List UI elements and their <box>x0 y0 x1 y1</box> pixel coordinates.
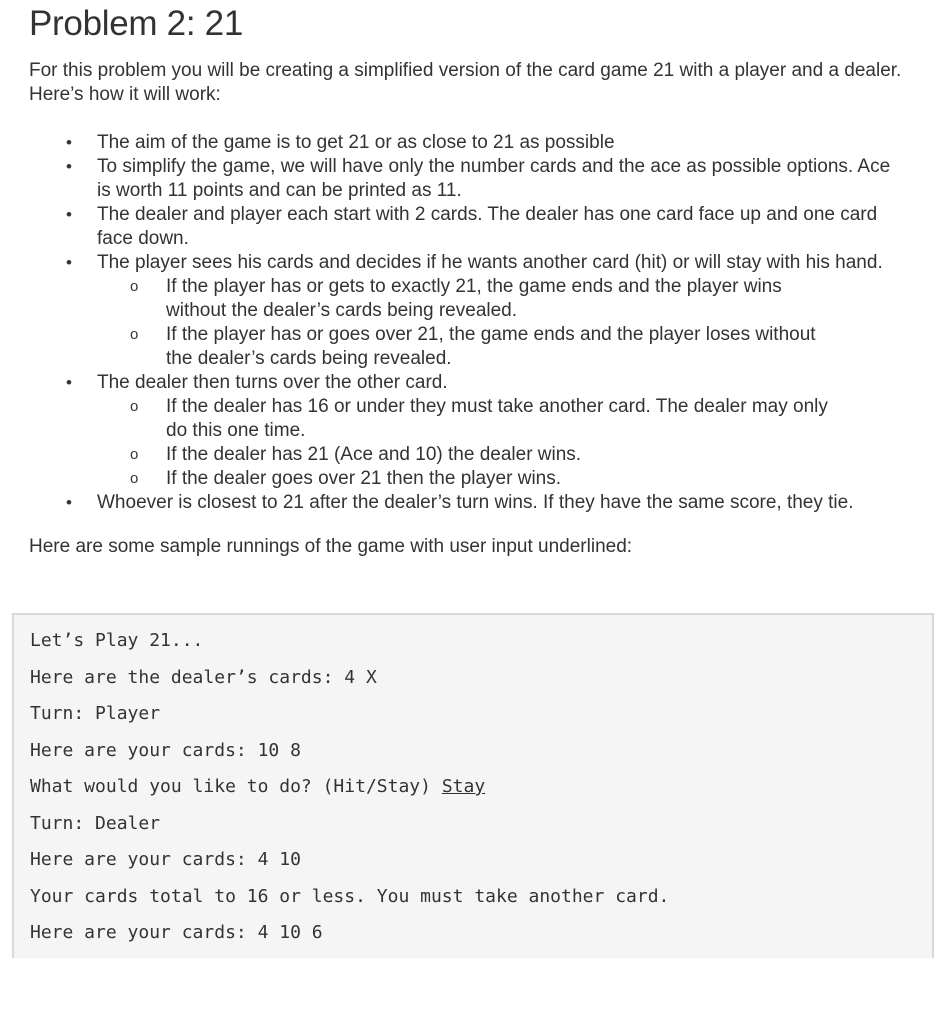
console-text: Here are your cards: 4 10 <box>30 849 301 870</box>
console-line <box>30 883 932 920</box>
sub-rule-text: If the player has or goes over 21, the game ends and the player loses without the dealer’s cards being revealed. <box>166 324 816 369</box>
console-line <box>30 810 932 847</box>
circle-bullet-icon: o <box>130 446 139 463</box>
bullet-icon: • <box>66 253 72 272</box>
sub-rules-list <box>97 275 909 371</box>
sub-rule-text: If the player has or gets to exactly 21, the game ends and the player wins without the dealer’s cards being revealed. <box>166 276 782 321</box>
rule-item <box>29 371 909 491</box>
rule-text: Whoever is closest to 21 after the dealer’s turn wins. If they have the same score, they tie. <box>97 492 854 513</box>
sub-rule-item <box>97 443 836 467</box>
console-text: Your cards total to 16 or less. You must take another card. <box>30 885 670 907</box>
console-line <box>30 773 932 810</box>
console-text: Turn: Dealer <box>30 812 161 834</box>
console-line <box>30 664 932 701</box>
sub-rule-text: If the dealer goes over 21 then the player wins. <box>166 468 562 489</box>
user-input-text: Stay <box>441 776 486 797</box>
bullet-icon: • <box>66 205 72 224</box>
circle-bullet-icon: o <box>130 398 139 415</box>
console-text: Let’s Play 21... <box>30 630 204 651</box>
rule-text: The player sees his cards and decides if he wants another card (hit) or will stay with his hand. <box>97 252 883 273</box>
sub-rule-item <box>97 395 836 443</box>
bullet-icon: • <box>66 493 72 512</box>
document-page <box>29 0 929 559</box>
sub-rule-text: If the dealer has 21 (Ace and 10) the dealer wins. <box>166 444 582 465</box>
console-text: What would you like to do? (Hit/Stay) <box>30 776 442 797</box>
bullet-icon: • <box>66 133 72 152</box>
console-line <box>30 846 932 883</box>
rule-text: The dealer and player each start with 2 cards. The dealer has one card face up and one card face down. <box>97 204 878 249</box>
console-text: Here are your cards: 10 8 <box>30 739 301 761</box>
sub-rules-list <box>97 395 909 491</box>
console-line <box>30 700 932 737</box>
rule-text: The dealer then turns over the other card. <box>97 372 448 393</box>
circle-bullet-icon: o <box>130 278 139 295</box>
sub-rule-item <box>97 467 836 491</box>
rule-text: To simplify the game, we will have only the number cards and the ace as possible options. Ace is worth 11 points and can be printed as 11. <box>97 156 891 201</box>
rules-list <box>29 131 929 515</box>
page-title: Problem 2: 21 <box>29 4 243 43</box>
circle-bullet-icon: o <box>130 326 139 343</box>
rule-text: The aim of the game is to get 21 or as close to 21 as possible <box>97 132 615 153</box>
rule-item <box>29 155 909 203</box>
rule-item <box>29 251 909 371</box>
sub-rule-item <box>97 323 836 371</box>
bullet-icon: • <box>66 157 72 176</box>
console-text: Turn: Player <box>30 703 161 724</box>
rule-item <box>29 203 909 251</box>
circle-bullet-icon: o <box>130 470 139 487</box>
sample-intro: Here are some sample runnings of the game with user input underlined: <box>29 536 633 557</box>
sub-rule-item <box>97 275 836 323</box>
rule-item <box>29 491 909 515</box>
sub-rule-text: If the dealer has 16 or under they must take another card. The dealer may only do this one time. <box>166 396 828 441</box>
bullet-icon: • <box>66 373 72 392</box>
console-text: Here are the dealer’s cards: 4 X <box>30 666 377 688</box>
console-line <box>30 919 932 956</box>
console-line <box>30 627 932 664</box>
console-line <box>30 737 932 774</box>
rule-item <box>29 131 909 155</box>
console-text: Here are your cards: 4 10 6 <box>30 922 323 943</box>
console-output-block <box>12 613 934 958</box>
intro-paragraph: For this problem you will be creating a simplified version of the card game 21 with a player and a dealer. Here’s how it will work: <box>29 60 902 105</box>
